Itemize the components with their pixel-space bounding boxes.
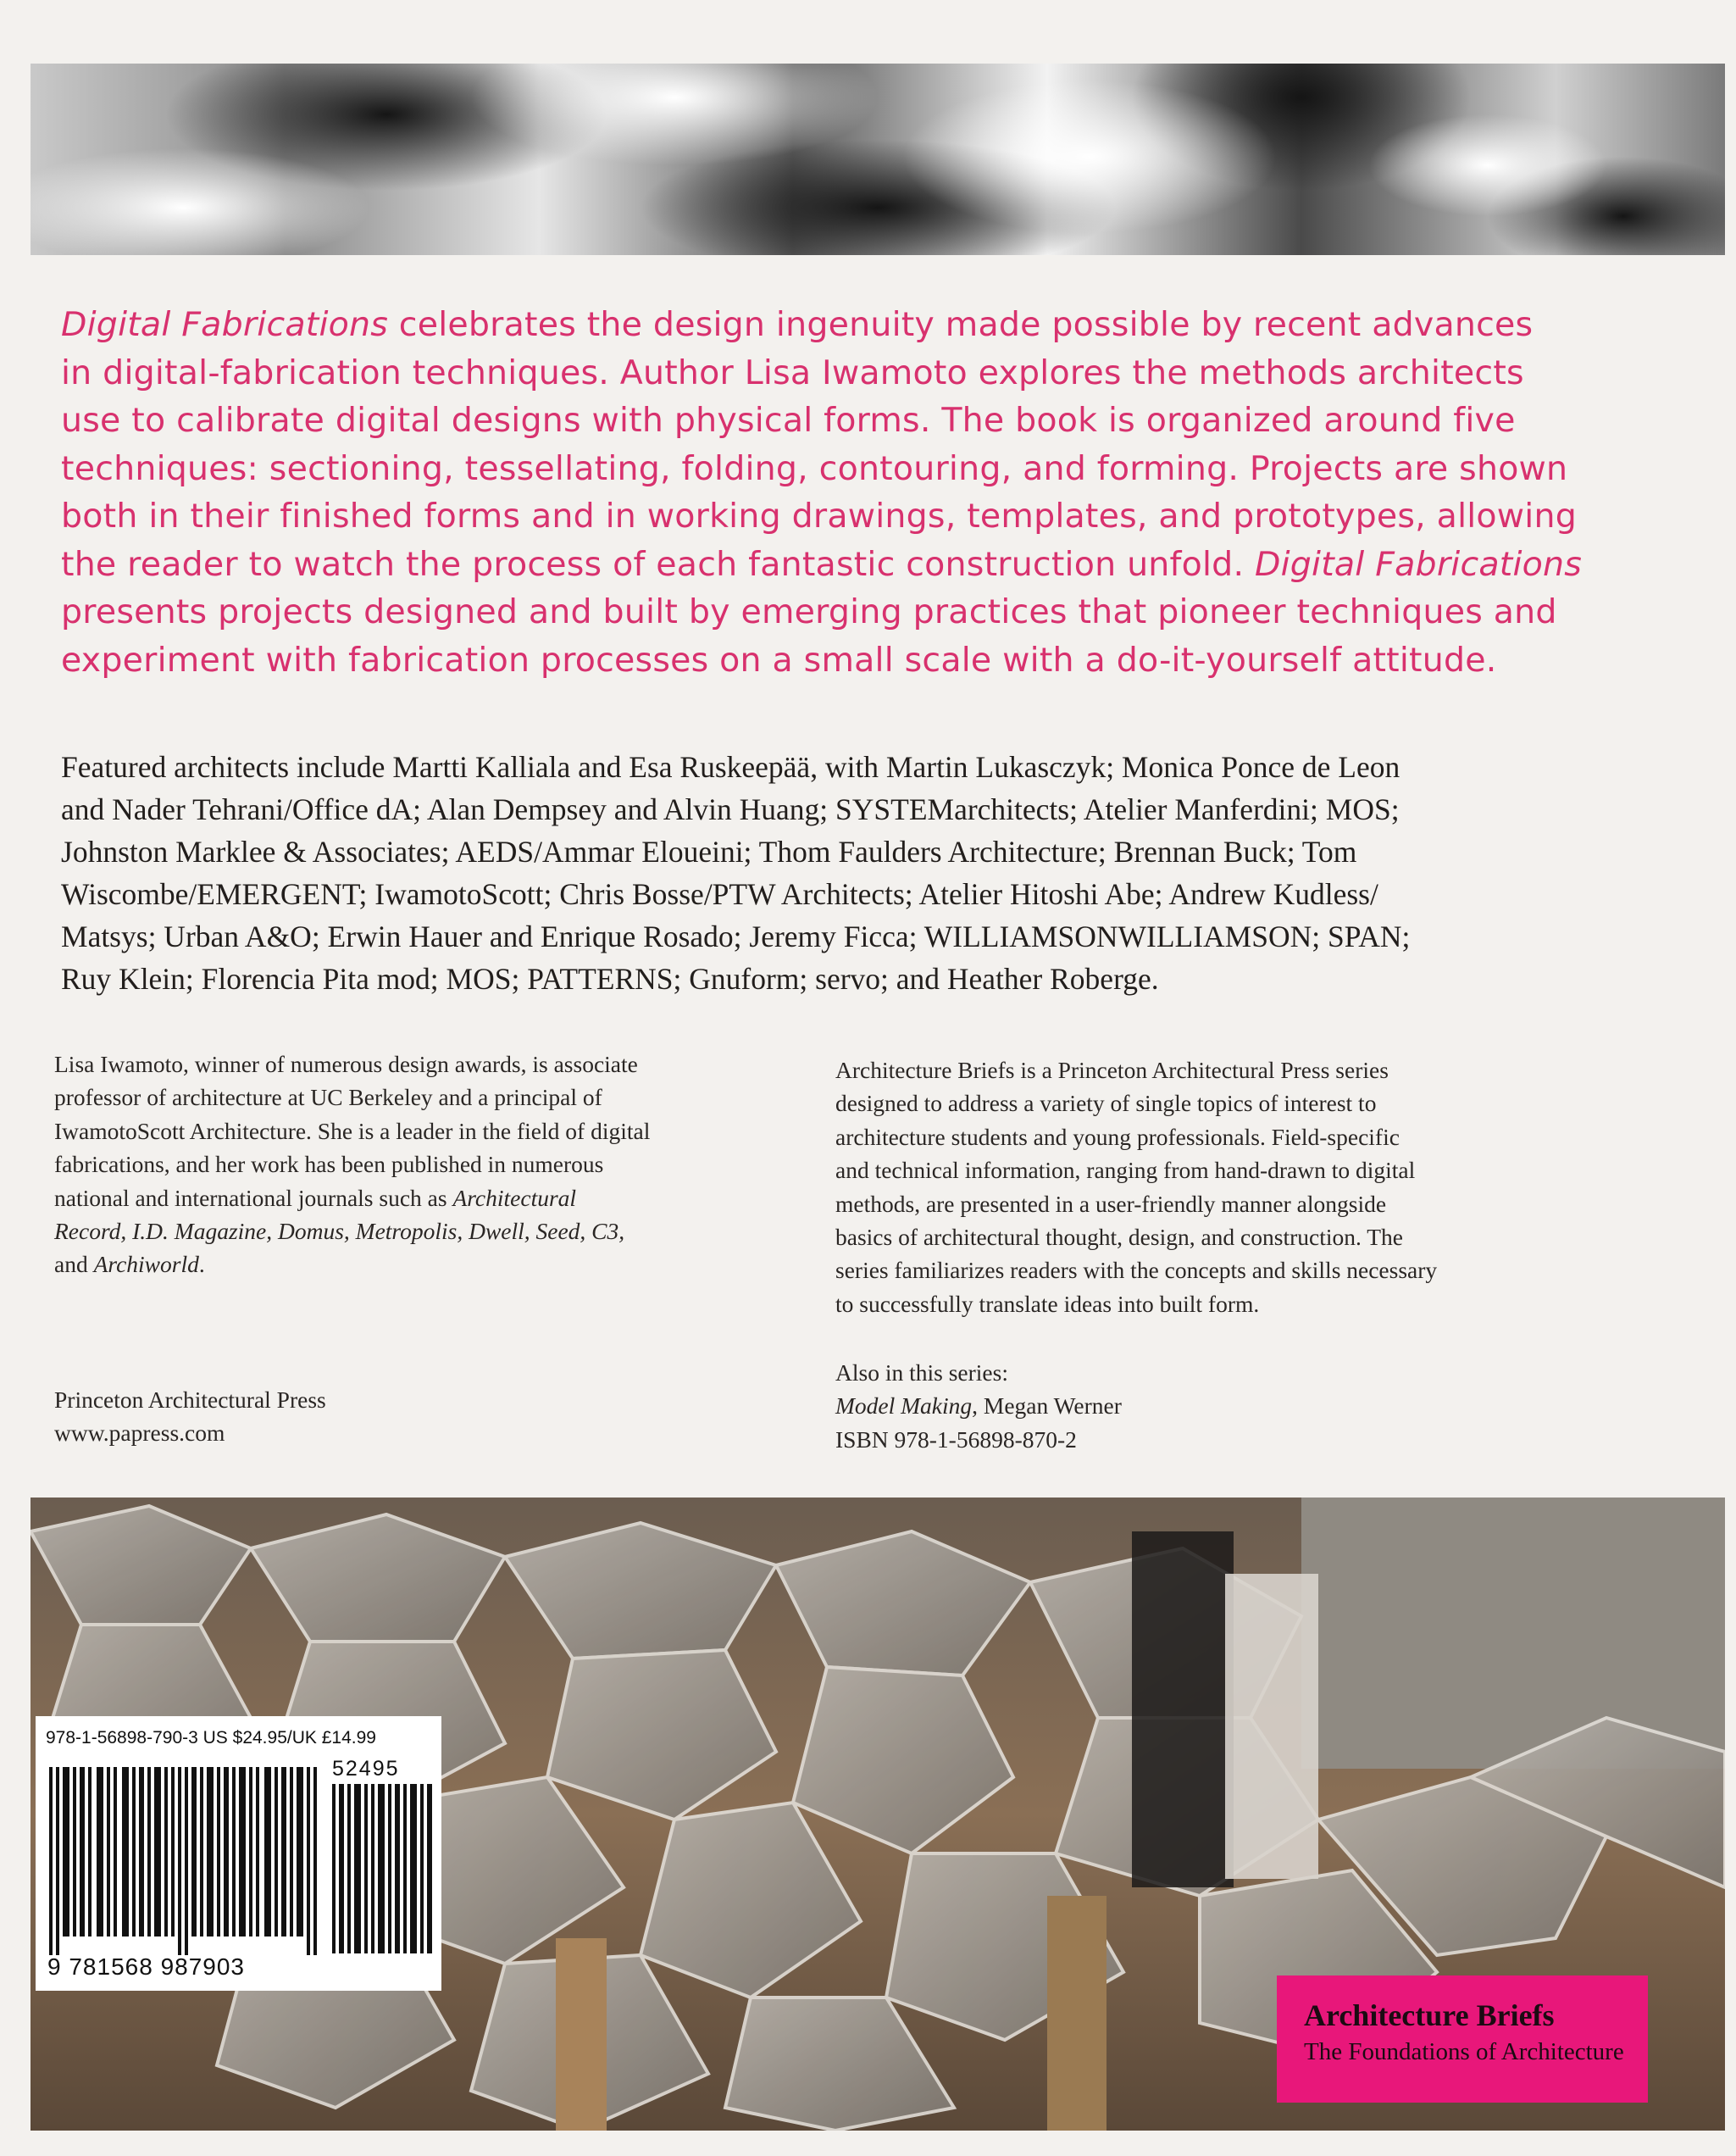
journal-names: Record, I.D. Magazine, Domus, Metropolis, Dwell, Seed, C3, [54,1218,625,1245]
series-line: series familiarizes readers with the concepts and skills necessary [835,1257,1438,1284]
intro-paragraph [61,301,1586,684]
series-line: and technical information, ranging from hand-drawn to digital [835,1157,1416,1184]
bio-line: IwamotoScott Architecture. She is a leader in the field of digital [54,1117,651,1144]
intro-line-8: experiment with fabrication processes on a small scale with a do-it-yourself attitude. [61,640,1497,680]
intro-line-1: Digital Fabrications celebrates the design ingenuity made possible by recent advances [61,305,1534,344]
publisher-name: Princeton Architectural Press [54,1386,326,1413]
barcode [36,1716,441,1991]
intro-line-4: techniques: sectioning, tessellating, folding, contouring, and forming. Projects are shown [61,448,1568,488]
cover-top-photo [31,64,1725,255]
book-title-italic-2: Digital Fabrications [1254,544,1583,584]
series-description [835,1053,1564,1320]
also-book [835,1389,1513,1422]
also-in-series [835,1356,1513,1456]
author-bio [54,1047,783,1281]
barcode-caption: 978-1-56898-790-3 US $24.95/UK £14.99 [46,1728,376,1748]
barcode-bars-icon [49,1767,317,1955]
bio-line [54,1214,783,1247]
bio-line: Lisa Iwamoto, winner of numerous design awards, is associate [54,1051,638,1077]
featured-line: Johnston Marklee & Associates; AEDS/Ammar Eloueini; Thom Faulders Architecture; Brennan Buck; Tom [61,835,1357,869]
featured-line: and Nader Tehrani/Office dA; Alan Dempsey and Alvin Huang; SYSTEMarchitects; Atelier Manferdini; MOS; [61,792,1400,826]
price-bars-icon [332,1784,432,1953]
book-title-italic: Digital Fabrications [61,305,389,344]
series-line: Architecture Briefs is a Princeton Architectural Press series [835,1057,1389,1083]
barcode-price-code: 52495 [332,1757,400,1781]
series-brand-badge [1277,1975,1648,2103]
series-line: methods, are presented in a user-friendly manner alongside [835,1190,1387,1217]
featured-line: Featured architects include Martti Kalliala and Esa Ruskeepää, with Martin Lukasczyk; Monica Ponce de Leon [61,750,1400,784]
series-line: to successfully translate ideas into built form. [835,1290,1260,1317]
journal-name: Architectural [452,1184,577,1211]
bio-line: professor of architecture at UC Berkeley and a principal of [54,1084,602,1111]
barcode-isbn-digits: 9 781568 987903 [47,1953,245,1980]
intro-line-7: presents projects designed and built by emerging practices that pioneer techniques and [61,592,1557,631]
also-book-title: Model Making [835,1392,973,1420]
also-heading: Also in this series: [835,1359,1008,1386]
intro-line-2: in digital-fabrication techniques. Author Lisa Iwamoto explores the methods architects [61,353,1524,392]
series-line: basics of architectural thought, design, and construction. The [835,1224,1404,1251]
bio-line: fabrications, and her work has been published in numerous [54,1151,604,1178]
also-book-author: , Megan Werner [972,1392,1122,1420]
intro-line-5: both in their finished forms and in working drawings, templates, and prototypes, allowing [61,497,1577,536]
intro-line-3: use to calibrate digital designs with physical forms. The book is organized around five [61,401,1516,440]
series-line: architecture students and young professionals. Field-specific [835,1123,1400,1150]
intro-line-6: the reader to watch the process of each fantastic construction unfold. Digital Fabrications [61,544,1583,584]
featured-line: Wiscombe/EMERGENT; IwamotoScott; Chris Bosse/PTW Architects; Atelier Hitoshi Abe; Andrew Kudless/ [61,877,1378,911]
brand-title: Architecture Briefs [1304,1998,1555,2032]
publisher-website: www.papress.com [54,1420,225,1447]
publisher-block [54,1383,647,1450]
bio-line: national and international journals such as Architectural [54,1184,577,1211]
featured-architects [61,746,1531,1000]
featured-line: Matsys; Urban A&O; Erwin Hauer and Enrique Rosado; Jeremy Ficca; WILLIAMSONWILLIAMSON; SPAN; [61,920,1411,953]
also-isbn: ISBN 978-1-56898-870-2 [835,1425,1077,1453]
series-line: designed to address a variety of single topics of interest to [835,1090,1377,1117]
featured-line: Ruy Klein; Florencia Pita mod; MOS; PATTERNS; Gnuform; servo; and Heather Roberge. [61,962,1159,996]
journal-name: Archiworld [93,1251,199,1278]
brand-subtitle: The Foundations of Architecture [1304,2038,1624,2065]
bio-line: and Archiworld. [54,1251,205,1278]
